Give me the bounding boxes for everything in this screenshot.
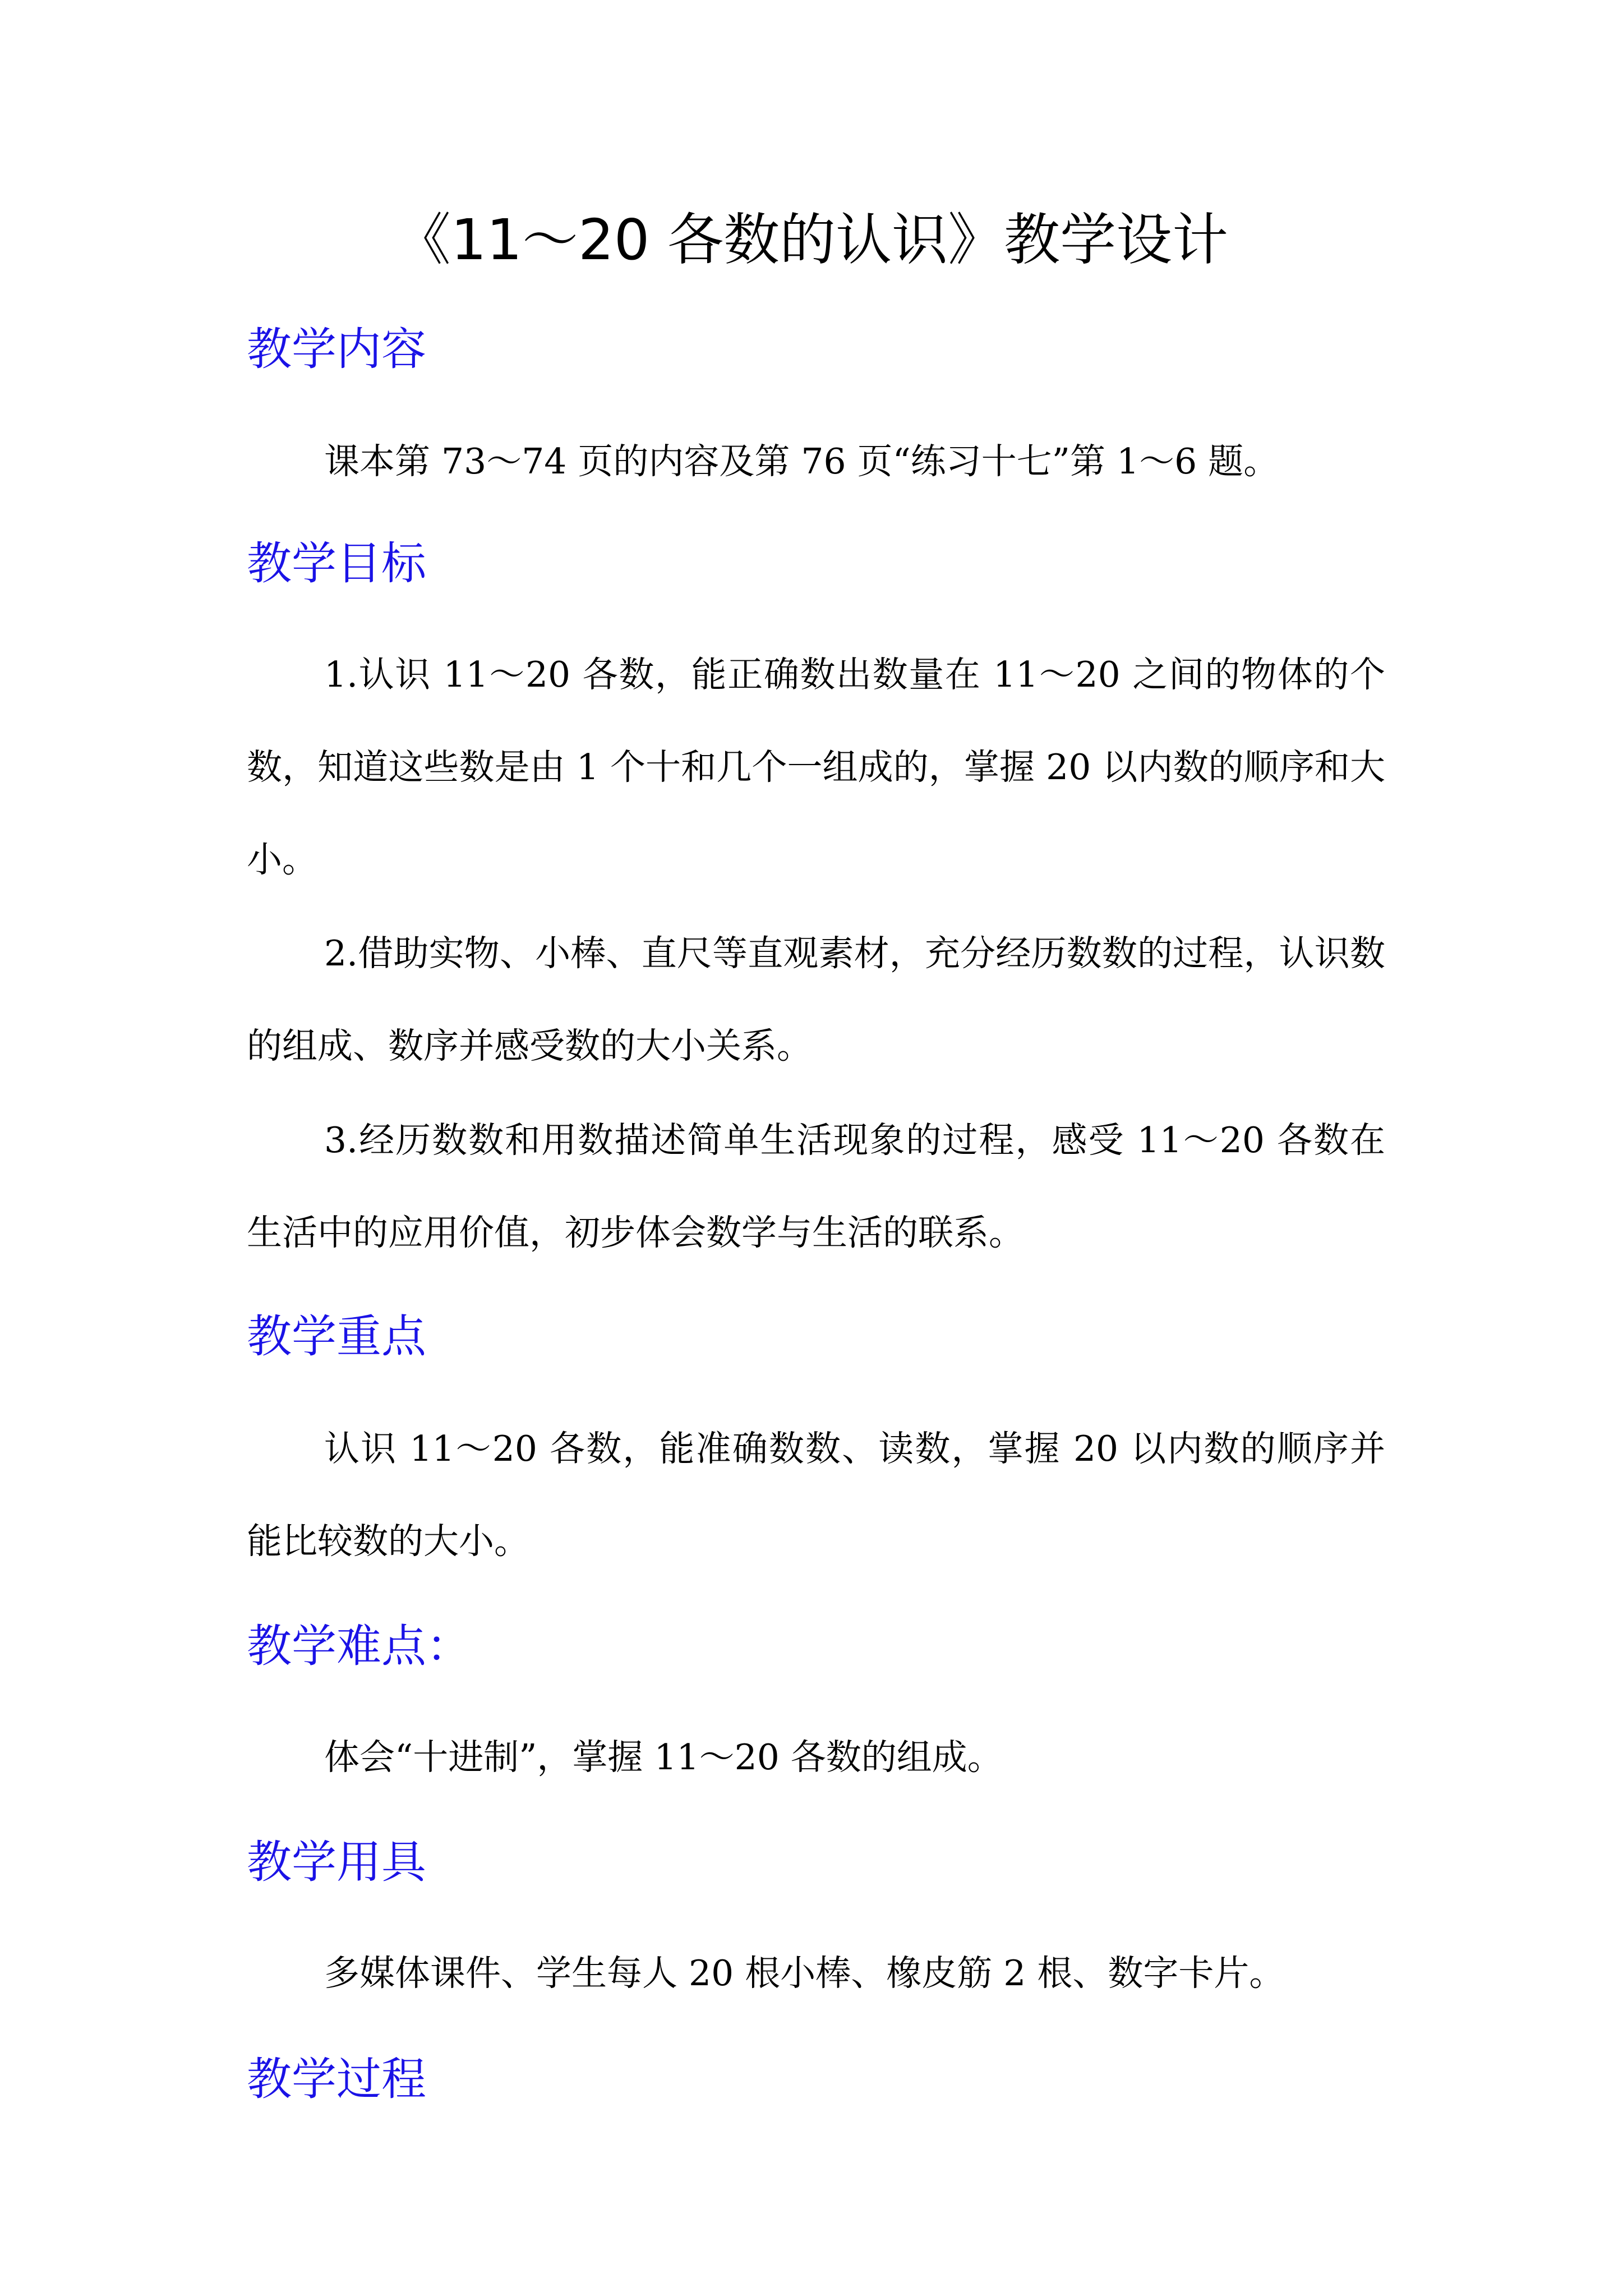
objective-paragraph-2: 2.借助实物、小棒、直尺等直观素材，充分经历数数的过程，认识数的组成、数序并感受数的大小关系。 <box>247 933 1385 1066</box>
objective-paragraph-3: 3.经历数数和用数描述简单生活现象的过程，感受 11～20 各数在生活中的应用价值，初步体会数学与生活的联系。 <box>247 1120 1385 1253</box>
key-points-paragraph: 认识 11～20 各数，能准确数数、读数，掌握 20 以内数的顺序并能比较数的大小。 <box>247 1428 1385 1562</box>
content-paragraph: 课本第 73～74 页的内容及第 76 页“练习十七”第 1～6 题。 <box>324 441 1279 482</box>
section-heading-process: 教学过程 <box>247 2053 426 2105</box>
section-heading-content: 教学内容 <box>247 323 426 375</box>
materials-paragraph: 多媒体课件、学生每人 20 根小棒、橡皮筋 2 根、数字卡片。 <box>324 1953 1285 1994</box>
section-heading-difficulties: 教学难点： <box>247 1620 471 1672</box>
section-heading-objectives: 教学目标 <box>247 537 426 590</box>
section-heading-materials: 教学用具 <box>247 1836 426 1888</box>
document-title: 《11～20 各数的认识》教学设计 <box>394 207 1229 273</box>
difficulties-paragraph: 体会“十进制”，掌握 11～20 各数的组成。 <box>324 1737 1003 1778</box>
objective-paragraph-1: 1.认识 11～20 各数，能正确数出数量在 11～20 之间的物体的个数，知道这些数是由 1 个十和几个一组成的，掌握 20 以内数的顺序和大小。 <box>247 654 1385 880</box>
section-heading-key-points: 教学重点 <box>247 1310 426 1363</box>
